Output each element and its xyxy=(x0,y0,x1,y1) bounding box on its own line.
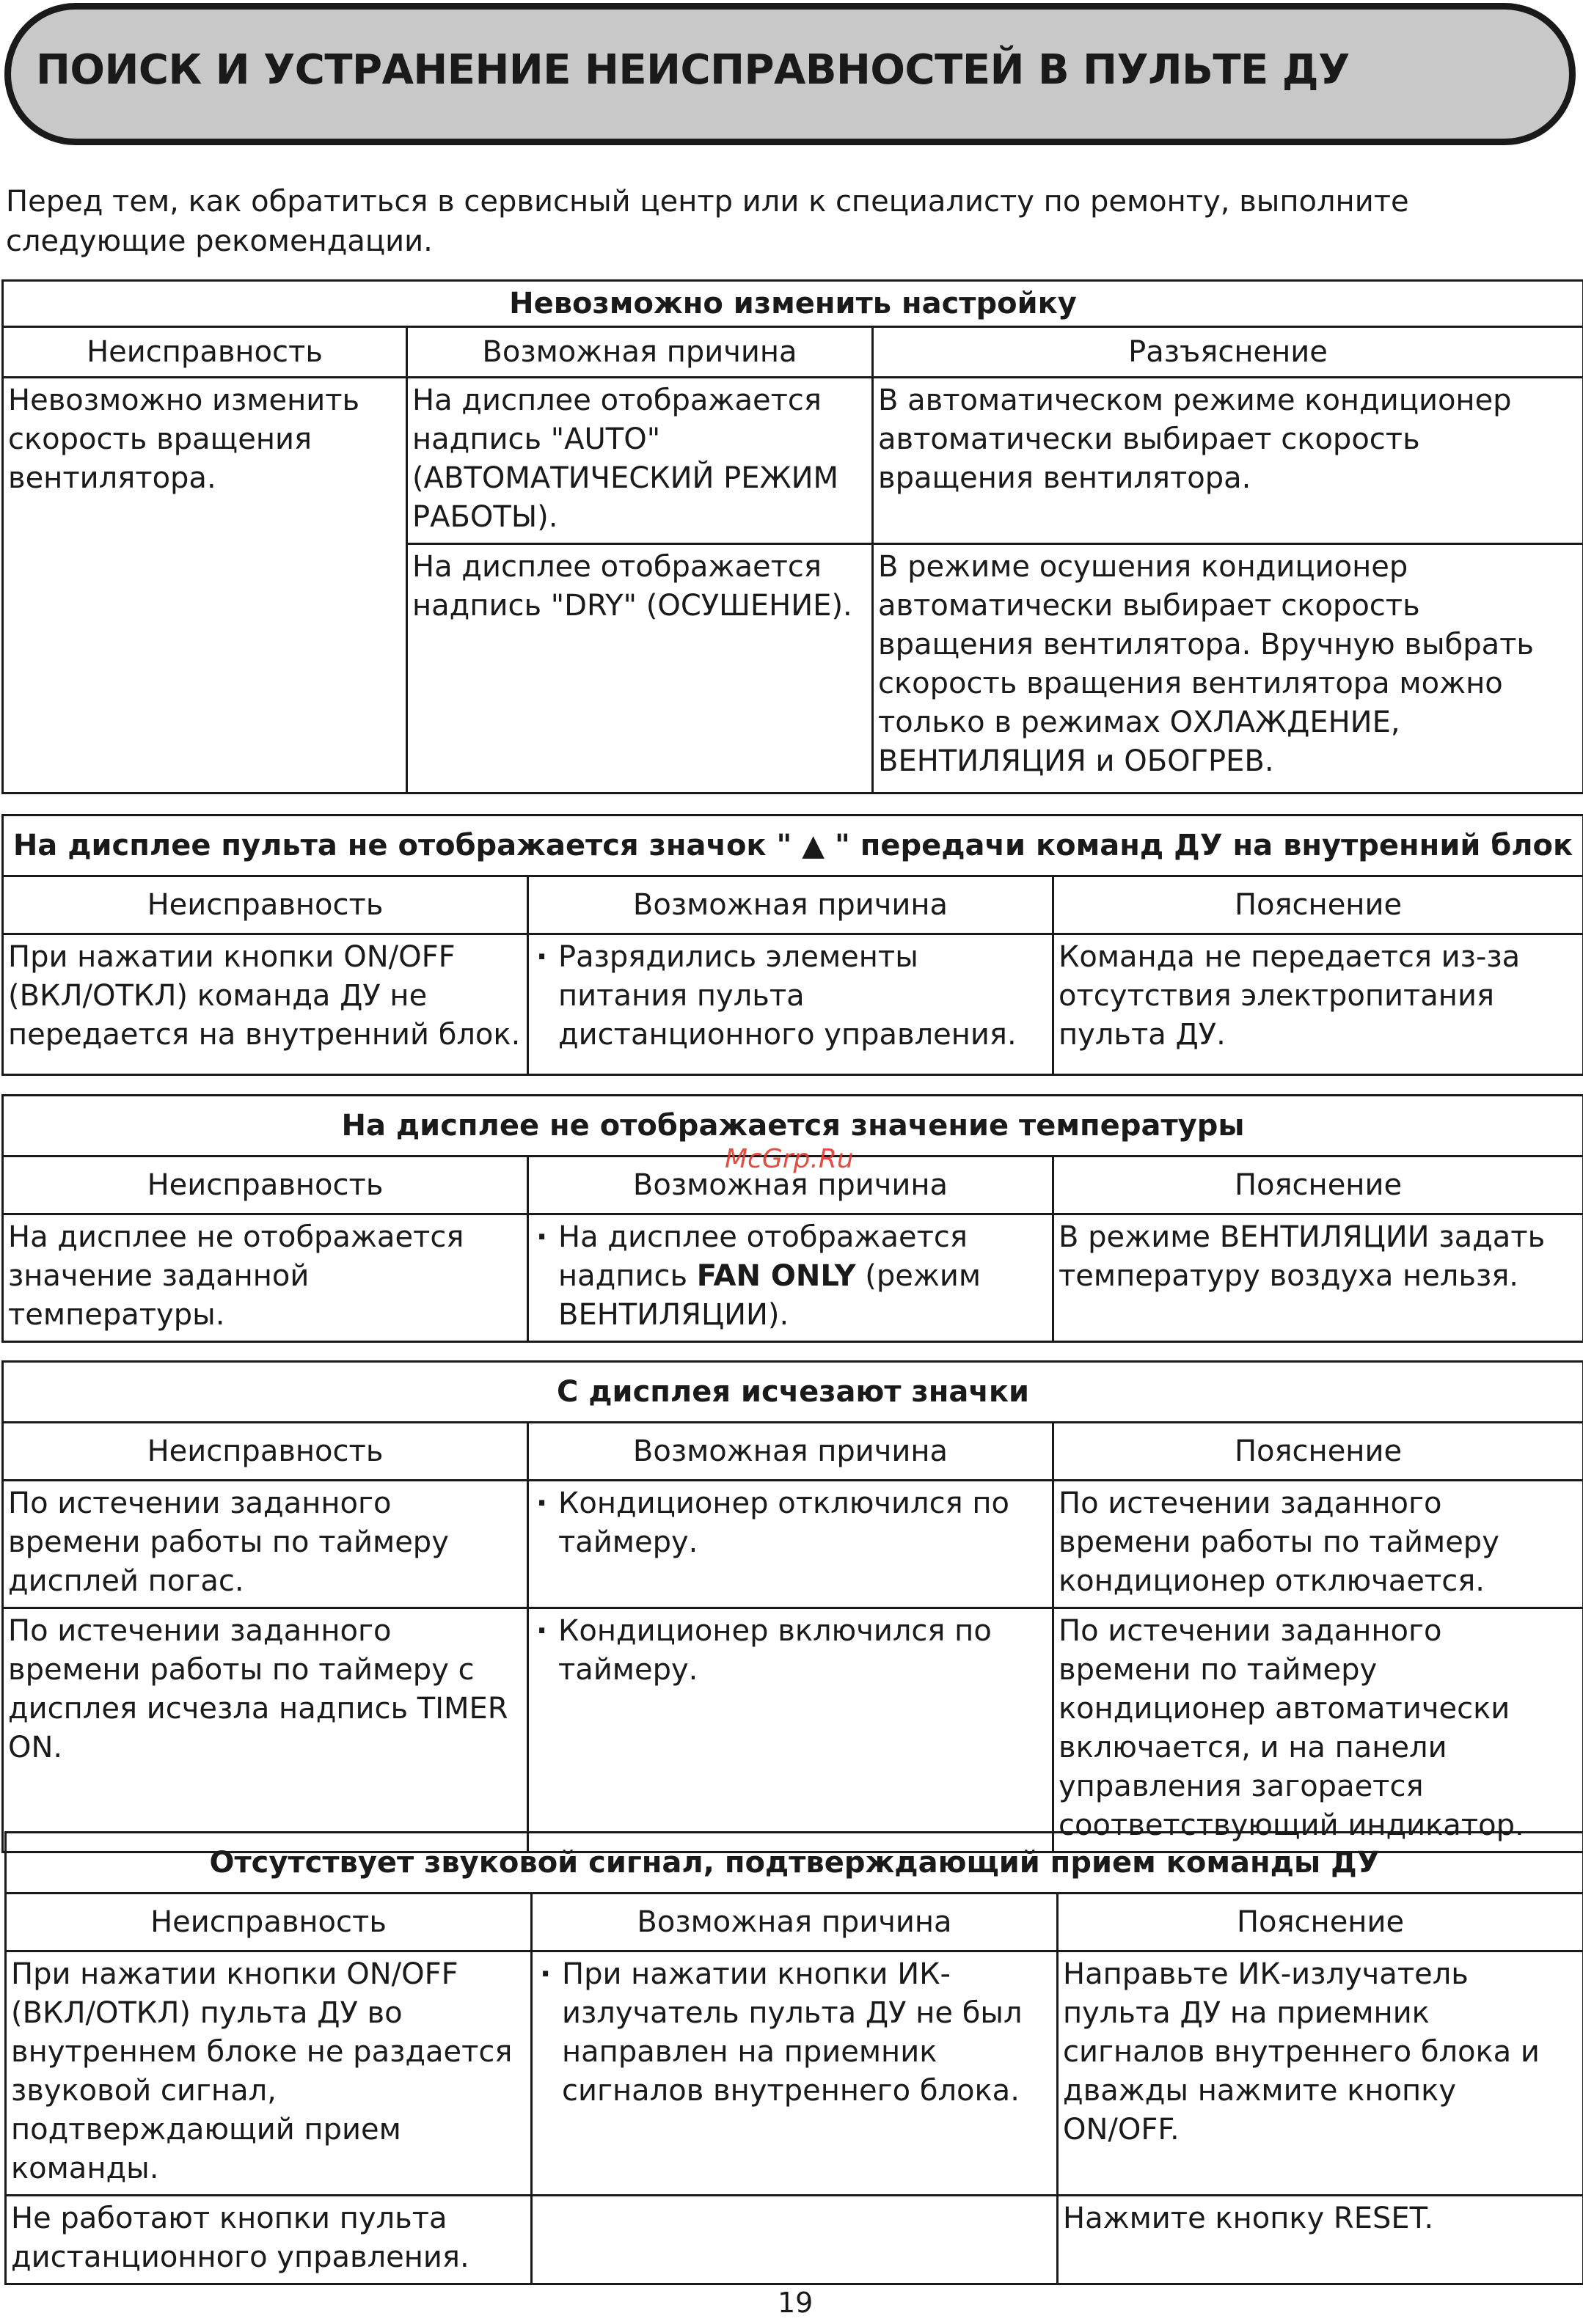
table-row xyxy=(3,934,1583,1075)
cause-cell xyxy=(528,1608,1053,1852)
column-header-explanation: Разъяснение xyxy=(873,327,1583,378)
column-header-cause: Возможная причина xyxy=(528,1156,1053,1214)
cause-cell xyxy=(532,1951,1058,2196)
cause-bullet: · Кондиционер отключился по таймеру. xyxy=(533,1484,1048,1562)
column-header-problem: Неисправность xyxy=(6,1894,532,1951)
explanation-cell: Направьте ИК-излучатель пульта ДУ на приемник сигналов внутреннего блока и дважды нажмите кнопку ON/OFF. xyxy=(1058,1951,1583,2196)
cause-text: (режим ВЕНТИЛЯЦИИ). xyxy=(558,1259,981,1332)
explanation-cell: По истечении заданного времени по таймеру кондиционер автоматически включается, и на панели управления загорается соответствующий индикатор. xyxy=(1053,1608,1583,1852)
cause-cell: На дисплее отображается надпись "AUTO" (АВТОМАТИЧЕСКИЙ РЕЖИМ РАБОТЫ). xyxy=(407,378,873,544)
problem-cell: По истечении заданного времени работы по таймеру с дисплея исчезла надпись TIMER ON. xyxy=(3,1608,528,1852)
table-title: На дисплее не отображается значение температуры xyxy=(3,1096,1583,1156)
column-header-cause: Возможная причина xyxy=(532,1894,1058,1951)
column-header-explanation: Пояснение xyxy=(1053,1423,1583,1481)
column-header-cause: Возможная причина xyxy=(528,876,1053,934)
problem-cell: Невозможно изменить скорость вращения вентилятора. xyxy=(3,378,407,793)
watermark: McGrp.Ru xyxy=(725,1144,854,1174)
cause-cell xyxy=(532,2196,1058,2284)
cause-bullet: · При нажатии кнопки ИК-излучатель пульта ДУ не был направлен на приемник сигналов внутреннего блока. xyxy=(537,1955,1052,2111)
table-title: С дисплея исчезают значки xyxy=(3,1362,1583,1423)
explanation-cell: В автоматическом режиме кондиционер автоматически выбирает скорость вращения вентилятора. xyxy=(873,378,1583,544)
troubleshoot-table-icons-disappear xyxy=(1,1360,1583,1853)
column-header-problem: Неисправность xyxy=(3,327,407,378)
cause-cell xyxy=(528,934,1053,1075)
troubleshoot-table-settings xyxy=(1,279,1583,794)
page-title: ПОИСК И УСТРАНЕНИЕ НЕИСПРАВНОСТЕЙ В ПУЛЬТЕ ДУ xyxy=(36,46,1350,94)
table-row xyxy=(6,1951,1583,2196)
explanation-cell: В режиме ВЕНТИЛЯЦИИ задать температуру воздуха нельзя. xyxy=(1053,1214,1583,1342)
mode-label: FAN ONLY xyxy=(696,1259,856,1293)
explanation-cell: В режиме осушения кондиционер автоматически выбирает скорость вращения вентилятора. Вручную выбрать скорость вращения вентилятора можно только в режимах ОХЛАЖДЕНИЕ, ВЕНТИЛЯЦИЯ и ОБОГРЕВ. xyxy=(873,544,1583,793)
column-header-explanation: Пояснение xyxy=(1058,1894,1583,1951)
table-title: На дисплее пульта не отображается значок " ▲ " передачи команд ДУ на внутренний блок xyxy=(3,815,1583,876)
column-header-explanation: Пояснение xyxy=(1053,876,1583,934)
problem-cell: При нажатии кнопки ON/OFF (ВКЛ/ОТКЛ) команда ДУ не передается на внутренний блок. xyxy=(3,934,528,1075)
problem-cell: Не работают кнопки пульта дистанционного управления. xyxy=(6,2196,532,2284)
cause-cell xyxy=(528,1481,1053,1608)
cause-bullet xyxy=(533,1218,1048,1335)
explanation-cell: Команда не передается из-за отсутствия электропитания пульта ДУ. xyxy=(1053,934,1583,1075)
explanation-cell: По истечении заданного времени работы по таймеру кондиционер отключается. xyxy=(1053,1481,1583,1608)
problem-cell: По истечении заданного времени работы по таймеру дисплей погас. xyxy=(3,1481,528,1608)
column-header-cause: Возможная причина xyxy=(407,327,873,378)
cause-text: На дисплее отображается надпись xyxy=(558,1220,968,1293)
cause-cell: На дисплее отображается надпись "DRY" (ОСУШЕНИЕ). xyxy=(407,544,873,793)
troubleshoot-table-sound-signal xyxy=(4,1831,1583,2285)
table-row xyxy=(3,1214,1583,1342)
problem-cell: На дисплее не отображается значение заданной температуры. xyxy=(3,1214,528,1342)
page-header xyxy=(4,3,1576,145)
column-header-problem: Неисправность xyxy=(3,876,528,934)
cause-bullet: · Разрядились элементы питания пульта дистанционного управления. xyxy=(533,938,1048,1055)
intro-paragraph: Перед тем, как обратиться в сервисный центр или к специалисту по ремонту, выполните следующие рекомендации. xyxy=(6,185,1409,258)
table-row xyxy=(6,2196,1583,2284)
troubleshoot-table-transmit-icon xyxy=(1,814,1583,1076)
table-row xyxy=(3,378,1583,544)
cause-bullet: · Кондиционер включился по таймеру. xyxy=(533,1612,1048,1690)
column-header-explanation: Пояснение xyxy=(1053,1156,1583,1214)
column-header-cause: Возможная причина xyxy=(528,1423,1053,1481)
table-title: Невозможно изменить настройку xyxy=(3,281,1583,327)
table-row xyxy=(3,1481,1583,1608)
page-number: 19 xyxy=(778,2287,814,2319)
cause-cell xyxy=(528,1214,1053,1342)
column-header-problem: Неисправность xyxy=(3,1423,528,1481)
column-header-problem: Неисправность xyxy=(3,1156,528,1214)
explanation-cell: Нажмите кнопку RESET. xyxy=(1058,2196,1583,2284)
table-row xyxy=(3,1608,1583,1852)
table-title: Отсутствует звуковой сигнал, подтверждающий прием команды ДУ xyxy=(6,1833,1583,1894)
troubleshoot-table-temperature xyxy=(1,1094,1583,1343)
problem-cell: При нажатии кнопки ON/OFF (ВКЛ/ОТКЛ) пульта ДУ во внутреннем блоке не раздается звуковой сигнал, подтверждающий прием команды. xyxy=(6,1951,532,2196)
